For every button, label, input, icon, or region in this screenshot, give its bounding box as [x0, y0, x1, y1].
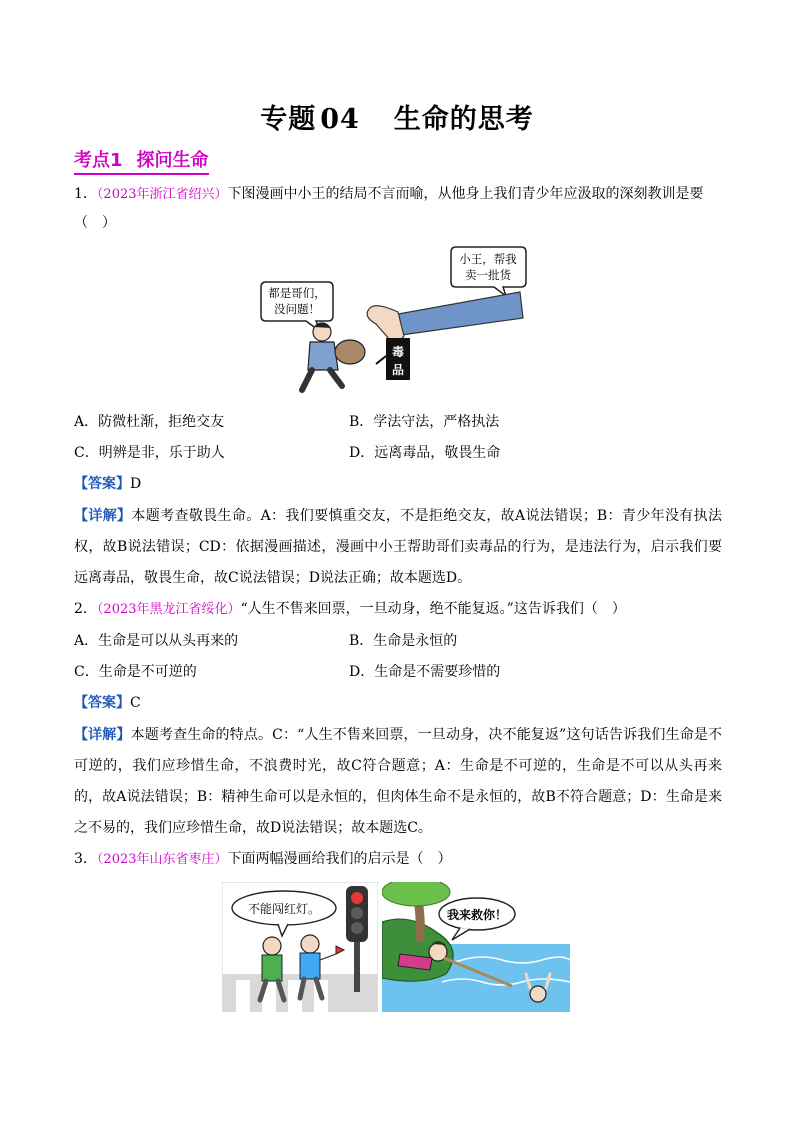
traffic-light-green [351, 922, 363, 934]
q2-detail-tag: 【详解】 [74, 727, 131, 743]
drug-sign-pointer [376, 356, 386, 364]
title-prefix: 专题 [260, 104, 317, 135]
q1-detail-tag: 【详解】 [74, 508, 132, 524]
q3-stem [74, 849, 452, 870]
boy-head [301, 935, 319, 953]
hand-shape [367, 306, 404, 342]
q2-answer-value: C [130, 695, 141, 711]
q3-cartoon-right [382, 882, 570, 1012]
q1-bubble-right-line2: 卖一批货 [465, 268, 511, 282]
tree-leaves [382, 882, 450, 906]
q3-left-bubble-text: 不能闯红灯。 [247, 902, 321, 916]
q2-option-c[interactable]: C．生命是不可逆的 [74, 664, 197, 680]
q1-option-a[interactable]: A．防微杜渐，拒绝交友 [74, 414, 225, 430]
q3-source: （2023年山东省枣庄） [96, 852, 228, 867]
q1-bubble-left-line2: 没问题！ [274, 302, 320, 316]
q2-source: （2023年黑龙江省绥化） [96, 602, 241, 617]
q1-cartoon [258, 244, 538, 400]
section-label: 考点 [74, 150, 110, 171]
drowning-child-head [530, 986, 546, 1002]
traffic-light-yellow [351, 907, 363, 919]
q3-cartoon-left [222, 882, 378, 1012]
q2-option-a[interactable]: A．生命是可以从头再来的 [74, 633, 239, 649]
page-title [0, 97, 794, 136]
man-sack [335, 340, 365, 364]
q1-detail-text: 本题考查敬畏生命。A：我们要慎重交友，不是拒绝交友，故A说法错误；B：青少年没有执法权，故B说法错误；CD：依据漫画描述，漫画中小王帮助哥们卖毒品的行为，是违法行为，启示我们要远离毒品，敬畏生命，故C说法错误；D说法正确；故本题选D。 [74, 508, 723, 586]
q1-answer-value: D [130, 476, 142, 492]
q2-answer-tag: 【答案】 [74, 695, 130, 711]
q1-stem-text: 下图漫画中小王的结局不言而喻，从他身上我们青少年应汲取的深刻教训是要 [227, 186, 704, 202]
section-name: 探问生命 [136, 150, 209, 171]
old-man-shirt [262, 955, 282, 981]
q2-number: 2． [74, 601, 97, 617]
arm-sleeve [394, 292, 523, 336]
q1-bubble-right-line1: 小王，帮我 [459, 252, 517, 266]
man-jacket [308, 342, 338, 370]
section-heading [74, 146, 209, 175]
drug-sign-char1: 毒 [391, 345, 405, 359]
title-number: 04 [320, 104, 360, 135]
q1-blank: （ ） [74, 215, 116, 231]
crosswalk-stripe [236, 980, 250, 1012]
q2-answer [74, 693, 141, 713]
q1-answer-tag: 【答案】 [74, 476, 130, 492]
q3-number: 3． [74, 851, 97, 867]
q1-option-d[interactable]: D．远离毒品，敬畏生命 [349, 445, 501, 461]
q2-option-b[interactable]: B．生命是永恒的 [349, 633, 458, 649]
traffic-light-red [351, 892, 363, 904]
q2-detail [74, 720, 722, 844]
traffic-light-pole [354, 942, 360, 992]
man-legs [302, 370, 342, 390]
q2-detail-text: 本题考查生命的特点。C：“人生不售来回票，一旦动身，决不能复返”这句话告诉我们生命是不可逆的，我们应珍惜生命，不浪费时光，故C符合题意；A：生命是不可逆的，生命是不可以从头再来的，故A说法错误；B：精神生命可以是永恒的，但肉体生命不是永恒的，故B不符合题意；D：生命是来之不易的，我们应珍惜生命，故D说法错误；故本题选C。 [74, 727, 722, 836]
q1-option-c[interactable]: C．明辨是非，乐于助人 [74, 445, 225, 461]
q1-bubble-left-line1: 都是哥们， [268, 286, 326, 300]
boy-shirt [300, 953, 320, 979]
q1-detail [74, 501, 722, 594]
old-man-head [263, 937, 281, 955]
q1-source: （2023年浙江省绍兴） [96, 187, 228, 202]
q2-stem [74, 599, 626, 620]
q2-stem-text: “人生不售来回票，一旦动身，绝不能复返。”这告诉我们（ ） [240, 601, 626, 617]
q1-option-b[interactable]: B．学法守法，严格执法 [349, 414, 500, 430]
q2-option-d[interactable]: D．生命是不需要珍惜的 [349, 664, 501, 680]
q1-stem [74, 184, 704, 205]
drug-sign-char2: 品 [391, 363, 405, 377]
q1-answer [74, 474, 141, 494]
q3-right-bubble-text: 我来救你！ [446, 908, 508, 922]
title-main: 生命的思考 [393, 104, 534, 135]
q1-number: 1． [74, 186, 97, 202]
q3-stem-text: 下面两幅漫画给我们的启示是（ ） [227, 851, 452, 867]
section-number: 1 [110, 150, 123, 171]
